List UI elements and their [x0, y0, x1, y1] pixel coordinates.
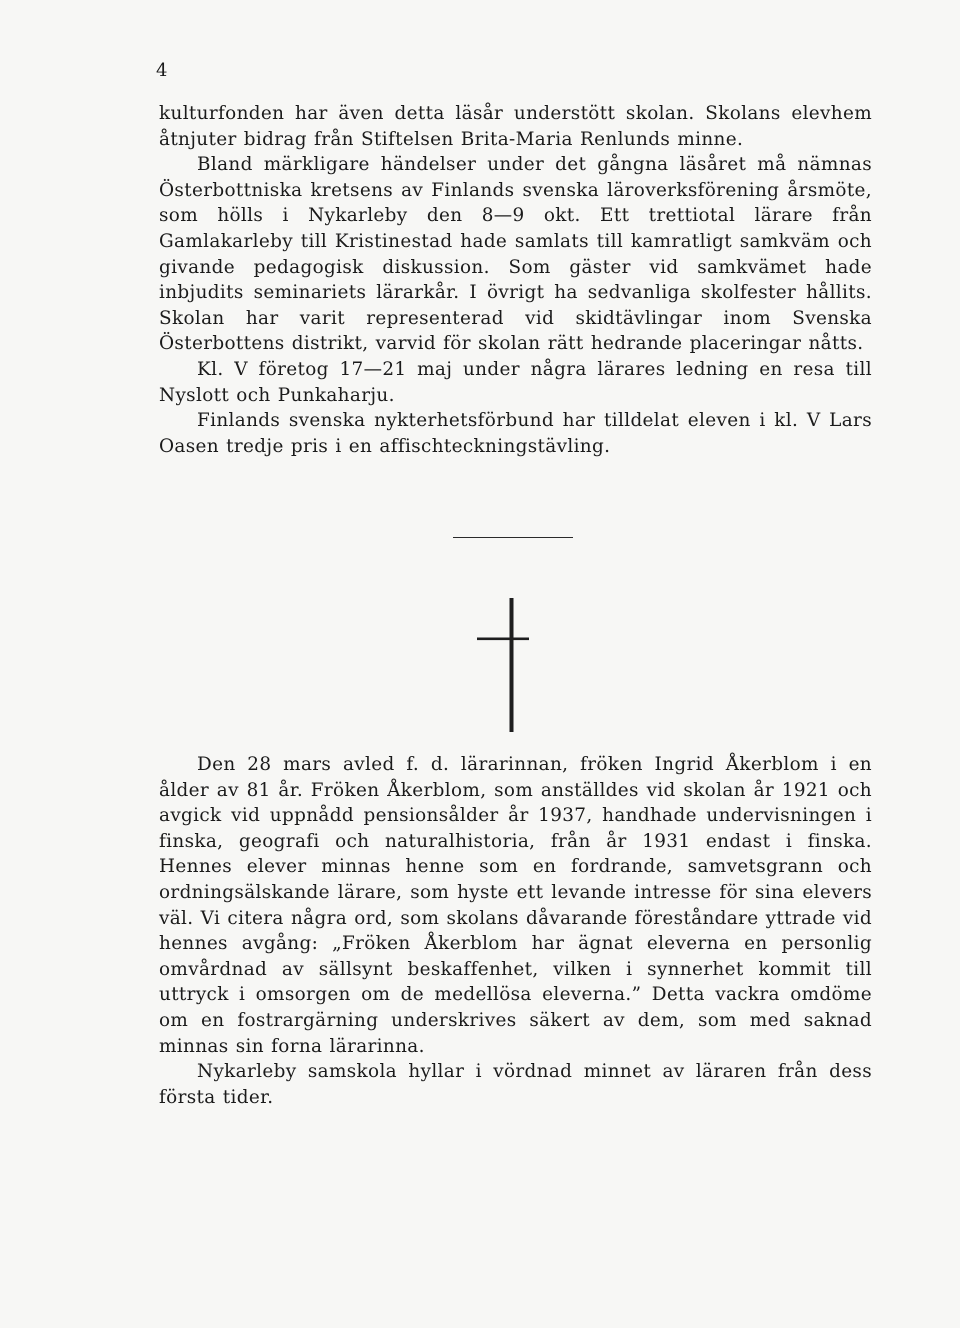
paragraph-poster-prize: Finlands svenska nykterhetsförbund har tilldelat eleven i kl. V Lars Oasen tredje pris i en affischteckningstävling. — [159, 410, 872, 457]
separator-rule — [453, 537, 573, 538]
news-section — [159, 101, 872, 459]
paragraph-obituary: Den 28 mars avled f. d. lärarinnan, fröken Ingrid Åkerblom i en ålder av 81 år. Fröken Åkerblom, som anställdes vid skolan år 1921 och avgick vid uppnådd pensionsålder år 1937, handhade undervisningen i finska, geografi och naturalhistoria, från år 1931 endast i finska. Hennes elever minnas henne som en fordrande, samvetsgrann och ordningsälskande lärare, som hyste ett levande intresse för sina elevers väl. Vi citera några ord, som skolans dåvarande föreståndare yttrade vid hennes avgång: „Fröken Åkerblom har ägnat eleverna en personlig omvårdnad av sällsynt beskaffenhet, vilken i synnerhet kommit till uttryck i omsorgen om de medellösa eleverna.” Detta vackra omdöme om en fostrargärning underskrives säkert av dem, som med saknad minnas sin forna lärarinna. — [159, 754, 872, 1057]
obituary-section — [159, 752, 872, 1110]
paragraph-events: Bland märkligare händelser under det gångna läsåret må nämnas Österbottniska kretsens av Finlands svenska läroverksförening årsmöte, som hölls i Nykarleby den 8—9 okt. Ett trettiotal lärare från Gamlakarleby till Kristinestad hade samlats till kamratligt samkväm och givande pedagogisk diskussion. Som gäster vid samkvämet hade inbjudits seminariets lärarkår. I övrigt ha sedvanliga skolfester hållits. Skolan har varit representerad vid skidtävlingar inom Svenska Österbottens distrikt, varvid för skolan rätt hedrande placeringar nåtts. — [159, 154, 872, 355]
paragraph-tribute: Nykarleby samskola hyllar i vördnad minnet av läraren från dess första tider. — [159, 1061, 872, 1108]
paragraph-class-trip: Kl. V företog 17—21 maj under några lärares ledning en resa till Nyslott och Punkaharju. — [159, 358, 872, 406]
paragraph-culture-fund: kulturfonden har även detta läsår understött skolan. Skolans elevhem åtnjuter bidrag från Stiftelsen Brita-Maria Renlunds minne. — [159, 103, 872, 150]
page-number: 4 — [156, 60, 168, 81]
